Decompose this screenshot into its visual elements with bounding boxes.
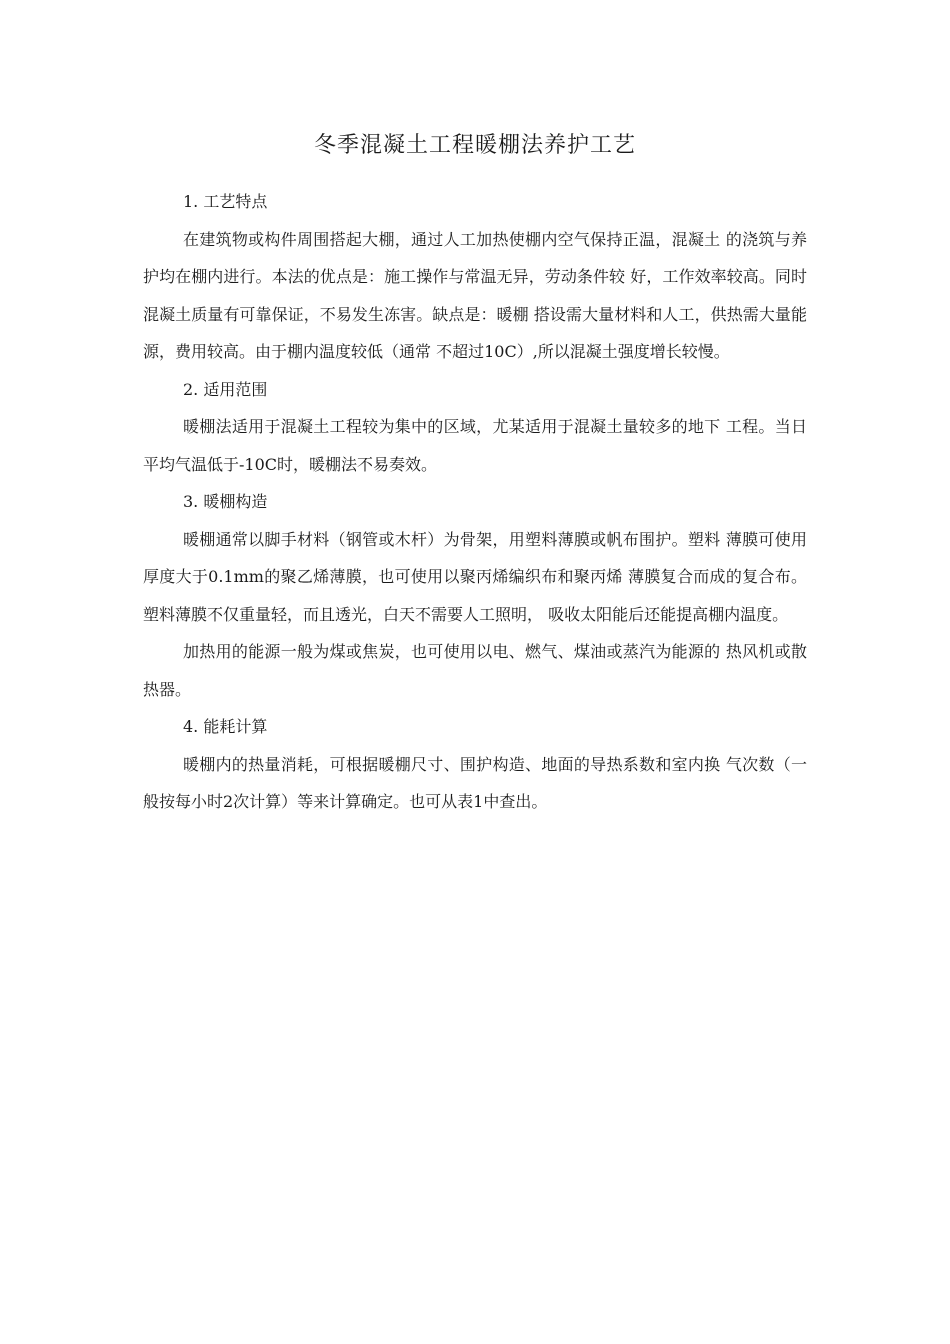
section-heading-construction: 3. 暖棚构造 (183, 492, 268, 511)
section-heading-energy: 4. 能耗计算 (183, 717, 268, 736)
paragraph-construction-2: 加热用的能源一般为煤或焦炭，也可使用以电、燃气、煤油或蒸汽为能源的 热风机或散热器。 (143, 642, 807, 699)
section-heading-scope: 2. 适用范围 (183, 379, 268, 399)
paragraph-energy: 暖棚内的热量消耗，可根据暖棚尺寸、围护构造、地面的导热系数和室内换 气次数（一般按每小时2次计算）等来计算确定。也可从表1中查出。 (143, 754, 807, 811)
document-title: 冬季混凝土工程暖棚法养护工艺 (313, 133, 636, 158)
paragraph-features: 在建筑物或构件周围搭起大棚，通过人工加热使棚内空气保持正温，混凝土 的浇筑与养护均在棚内进行。本法的优点是：施工操作与常温无异，劳动条件较 好，工作效率较高。同时混凝土质量有可靠保证，不易发生冻害。缺点是：暖棚 搭设需大量材料和人工，供热需大量能源，费用较高。由于棚内温度较低（通常 不超过10C）,所以混凝土强度增长较慢。 (143, 229, 807, 361)
paragraph-scope: 暖棚法适用于混凝土工程较为集中的区域，尤某适用于混凝土量较多的地下 工程。当日平均气温低于-10C时，暖棚法不易奏效。 (143, 417, 807, 474)
section-heading-features: 1. 工艺特点 (183, 192, 268, 211)
paragraph-construction-1: 暖棚通常以脚手材料（钢管或木杆）为骨架，用塑料薄膜或帆布围护。塑料 薄膜可使用厚度大于0.1mm的聚乙烯薄膜，也可使用以聚丙烯编织布和聚丙烯 薄膜复合而成的复合布。塑料薄膜不仅重量轻，而且透光，白天不需要人工照明， 吸收太阳能后还能提高棚内温度。 (143, 529, 807, 624)
document-body (143, 183, 807, 821)
